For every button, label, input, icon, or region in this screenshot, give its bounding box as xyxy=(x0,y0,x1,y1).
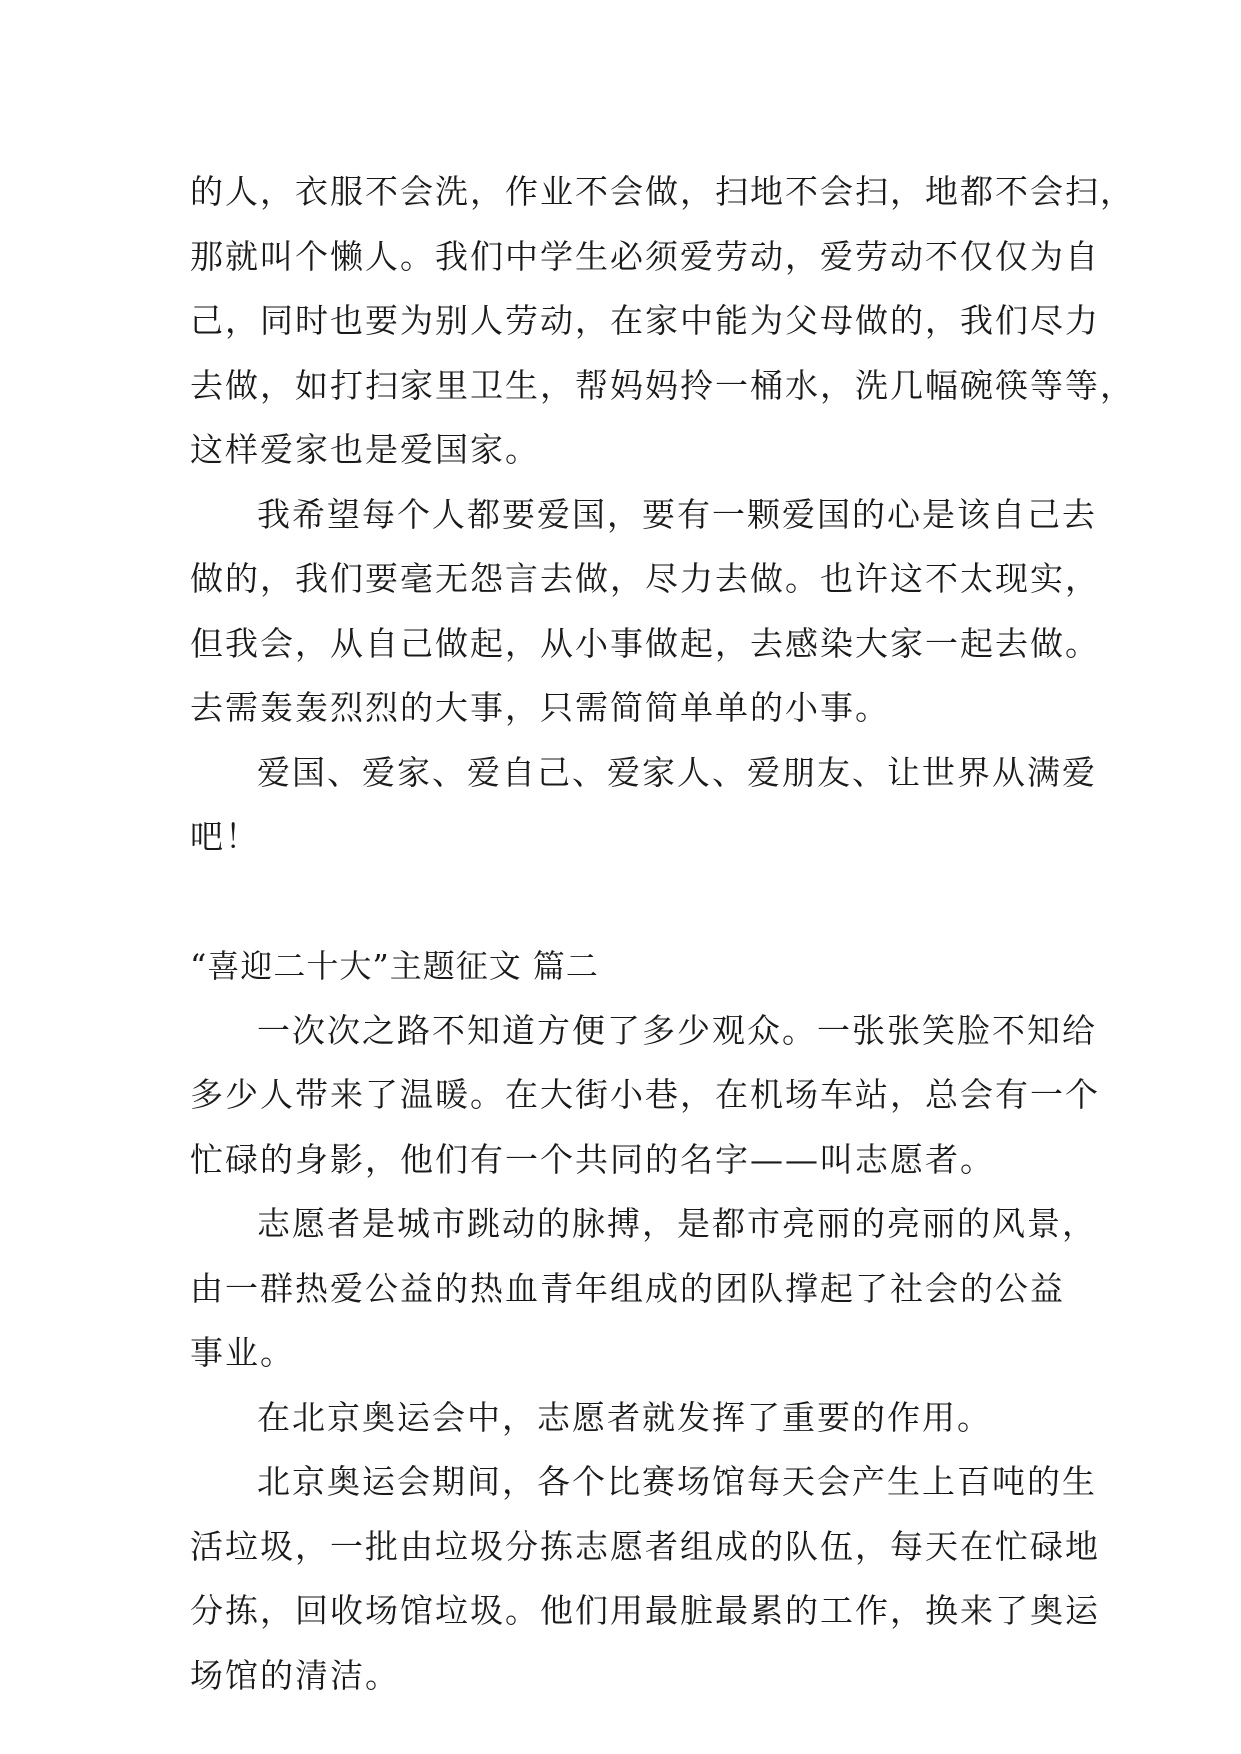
paragraph-line: 做的，我们要毫无怨言去做，尽力去做。也许这不太现实， xyxy=(190,559,1100,598)
paragraph-line: 的人，衣服不会洗，作业不会做，扫地不会扫，地都不会扫， xyxy=(190,172,1135,211)
paragraph-line: 一次次之路不知道方便了多少观众。一张张笑脸不知给 xyxy=(257,1010,1097,1050)
paragraph-line: 去需轰轰烈烈的大事，只需简简单单的小事。 xyxy=(190,688,890,727)
paragraph-line: 己，同时也要为别人劳动，在家中能为父母做的，我们尽力 xyxy=(190,301,1100,340)
paragraph-line: 事业。 xyxy=(190,1333,295,1372)
paragraph-line: 这样爱家也是爱国家。 xyxy=(190,430,540,469)
paragraph-line: 多少人带来了温暖。在大街小巷，在机场车站，总会有一个 xyxy=(190,1075,1100,1114)
paragraph-line: 由一群热爱公益的热血青年组成的团队撑起了社会的公益 xyxy=(190,1268,1065,1308)
paragraph-line: 那就叫个懒人。我们中学生必须爱劳动，爱劳动不仅仅为自 xyxy=(190,236,1100,276)
paragraph-line: 在北京奥运会中，志愿者就发挥了重要的作用。 xyxy=(257,1397,992,1437)
paragraph-line: 爱国、爱家、爱自己、爱家人、爱朋友、让世界从满爱 xyxy=(257,752,1097,792)
paragraph-line: 去做，如打扫家里卫生，帮妈妈拎一桶水，洗几幅碗筷等等， xyxy=(190,365,1135,405)
section-heading: “喜迎二十大”主题征文 篇二 xyxy=(190,947,599,985)
section-spacer xyxy=(190,870,1060,935)
paragraph-line: 志愿者是城市跳动的脉搏，是都市亮丽的亮丽的风景， xyxy=(257,1204,1097,1243)
paragraph-line: 我希望每个人都要爱国，要有一颗爱国的心是该自己去 xyxy=(257,494,1097,534)
paragraph-line: 活垃圾，一批由垃圾分拣志愿者组成的队伍，每天在忙碌地 xyxy=(190,1526,1100,1566)
paragraph-line: 忙碌的身影，他们有一个共同的名字——叫志愿者。 xyxy=(190,1139,995,1179)
document-page xyxy=(190,160,1135,1708)
paragraph-line: 吧！ xyxy=(190,817,260,856)
paragraph-line: 分拣，回收场馆垃圾。他们用最脏最累的工作，换来了奥运 xyxy=(190,1591,1100,1630)
paragraph-line: 北京奥运会期间，各个比赛场馆每天会产生上百吨的生 xyxy=(257,1462,1097,1501)
paragraph-line: 场馆的清洁。 xyxy=(190,1655,400,1695)
paragraph-line: 但我会，从自己做起，从小事做起，去感染大家一起去做。 xyxy=(190,623,1100,663)
